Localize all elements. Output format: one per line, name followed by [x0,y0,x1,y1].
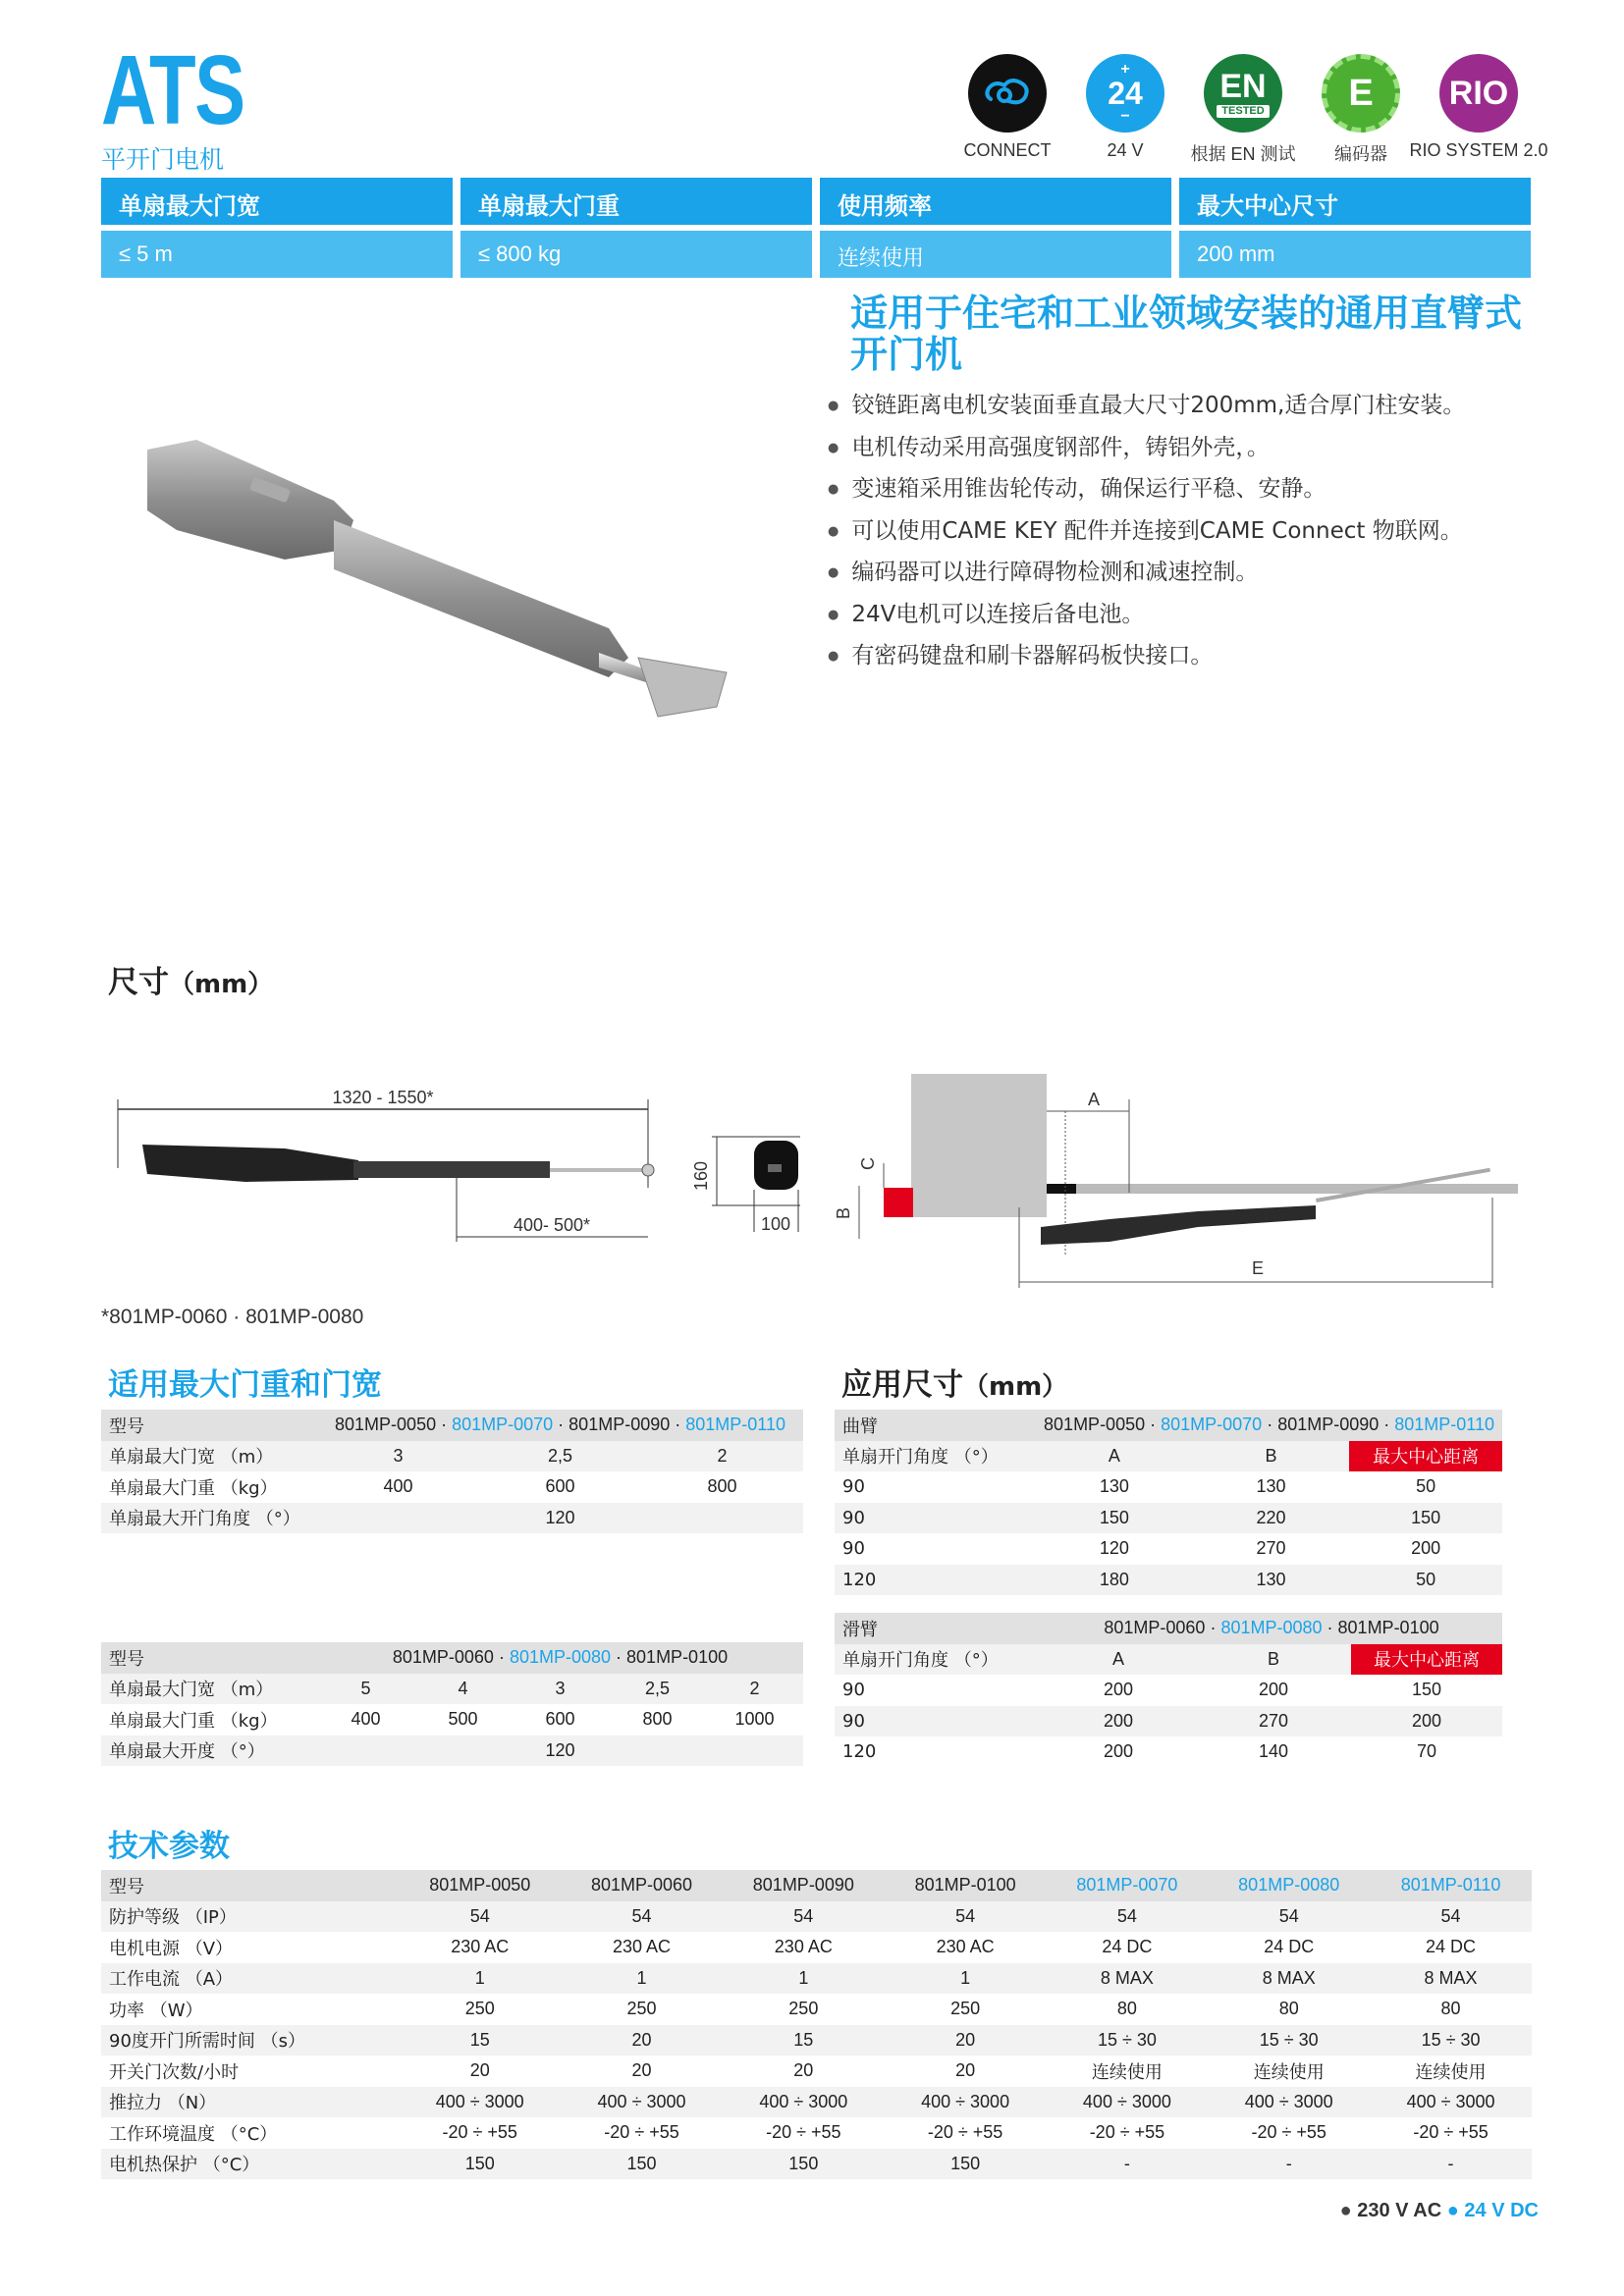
feature-item: ● 可以使用CAME KEY 配件并连接到CAME Connect 物联网。 [828,512,1465,555]
product-title: ATS [101,35,244,145]
cell: 150 [885,2149,1047,2180]
table-row [101,2056,1532,2087]
cell: 20 [955,2060,976,2081]
cell: 90 [835,1503,1036,1534]
cell: 400 ÷ 3000 [885,2087,1047,2118]
cell: 15 [723,2025,885,2056]
table-row [101,2087,1532,2118]
cell: 250 [464,1999,495,2019]
tech-table [101,1870,1532,2179]
cell: 4 [414,1674,512,1705]
cell: 400 ÷ 3000 [1047,2087,1209,2118]
dimension-drawing [98,1070,1551,1306]
cell: - [1370,2149,1532,2180]
table-row [101,1932,1532,1963]
headline: 适用于住宅和工业领域安装的通用直臂式开门机 [850,292,1523,376]
row-label: 单扇最大门宽 （m） [101,1674,317,1705]
model-sep: · [1145,1415,1162,1435]
dim-b-label: B [834,1206,853,1219]
badge-rio [1405,54,1552,161]
table-row [101,1674,803,1705]
table-row [835,1675,1502,1706]
cell: 20 [631,2060,652,2081]
dimensions-heading [108,957,273,1001]
table-row [101,1870,1532,1901]
cell [317,1735,414,1767]
cell: 120 [842,1741,877,1763]
cell-models [317,1410,803,1441]
badge-en-label: 根据 EN 测试 [1190,144,1296,164]
cell: 20 [561,2025,723,2056]
cell: 150 [1349,1503,1502,1534]
cell: 15 ÷ 30 [1208,2025,1370,2056]
row-label: 单扇最大门重 （kg） [109,1710,278,1732]
cell: 连续使用 [1253,2061,1325,2082]
cell: 140 [1258,1741,1289,1762]
model-name: 801MP-0110 [685,1415,785,1435]
table-row [101,1471,803,1503]
cell: 90 [842,1680,865,1701]
cell: 250 [950,1999,981,2019]
encoder-icon [1322,54,1400,133]
cell: 230 AC [613,1937,672,1957]
model-name: 801MP-0080 [1208,1870,1370,1901]
dim-width-label: 100 [760,1214,791,1234]
cell: 120 [1099,1538,1129,1559]
table-row [101,1410,803,1441]
cell-models [317,1642,803,1674]
col-header: B [1193,1441,1350,1472]
table-row [835,1441,1502,1472]
table-row [101,1503,803,1534]
cell: 120 [835,1565,1036,1596]
table-row [101,1901,1532,1933]
model-sep: · [1322,1618,1338,1638]
model-name: 801MP-0070 [1161,1415,1263,1435]
model-name: 801MP-0070 [452,1415,554,1435]
cell: - [1047,2149,1209,2180]
cell: 200 [1351,1706,1502,1737]
model-name: 801MP-0100 [1337,1618,1439,1638]
dim-a-label: A [1088,1090,1101,1109]
cell: 5 [317,1674,414,1705]
badge-en-sub: TESTED [1217,105,1269,118]
badge-rio-text: RIO [1448,74,1509,112]
legend-dc: 24 V DC [1464,2200,1539,2221]
cell: -20 ÷ +55 [604,2122,679,2143]
cell: 90 [842,1476,865,1498]
dim-height-label: 160 [691,1160,711,1192]
cell: 2 [706,1674,803,1705]
cell: 24 DC [1264,1937,1315,1957]
cell: 200 [1103,1680,1134,1700]
spec-label-width: 单扇最大门宽 [101,178,453,225]
model-name: 801MP-0050 [399,1870,561,1901]
feature-item: ● 24V电机可以连接后备电池。 [828,596,1465,638]
col-header: 单扇开门角度 （°） [835,1644,1041,1676]
cell: -20 ÷ +55 [927,2122,1003,2143]
cell: 150 [723,2149,885,2180]
cell: -20 ÷ +55 [1251,2122,1326,2143]
dim-c-label: C [858,1157,878,1170]
spec-value-weight: ≤ 800 kg [460,231,812,278]
application-table-2 [835,1613,1502,1768]
table-row [835,1410,1502,1441]
table-row [835,1471,1502,1503]
row-label: 开关门次数/小时 [109,2061,240,2083]
col-header: B [1196,1644,1351,1676]
cell: 1 [561,1963,723,1995]
tech-heading: 技术参数 [108,1829,230,1864]
badge-rio-label: RIO SYSTEM 2.0 [1409,140,1548,160]
cell: 1 [885,1963,1047,1995]
dimensions-unit: （mm） [169,970,274,999]
table-row [835,1503,1502,1534]
weights-heading: 适用最大门重和门宽 [108,1367,382,1403]
cell: 270 [1256,1538,1286,1559]
row-label: 90度开门所需时间 （s） [101,2025,399,2056]
cell: 400 ÷ 3000 [723,2087,885,2118]
cell: 1 [723,1963,885,1995]
cell: 3 [317,1441,479,1472]
weights-table-2 [101,1642,803,1766]
cell: 3 [512,1674,609,1705]
spec-label-weight: 单扇最大门重 [460,178,812,225]
table-row [101,1441,803,1472]
row-label: 防护等级 （IP） [101,1901,399,1933]
cell: 800 [642,1709,673,1730]
row-label: 电机电源 （V） [109,1938,234,1959]
product-subtitle: 平开门电机 [101,145,225,174]
table-row [101,2025,1532,2056]
cell: 80 [1116,1999,1137,2019]
table-row [101,1735,803,1767]
cell: 400 [383,1476,413,1497]
cell: 130 [1256,1476,1286,1497]
cell: 2 [641,1441,803,1472]
feature-list [828,387,1465,679]
cell: 80 [1440,1999,1461,2019]
cell: 54 [561,1901,723,1933]
spec-label-frequency: 使用频率 [820,178,1171,225]
cell: 90 [842,1538,865,1560]
cell: 120 [512,1735,609,1767]
cell: 180 [1036,1565,1193,1596]
table-row [835,1736,1502,1768]
cell-model-label: 型号 [101,1870,399,1901]
cell: 400 [351,1709,381,1730]
cell: 400 ÷ 3000 [1208,2087,1370,2118]
spec-value-width: ≤ 5 m [101,231,453,278]
cell: 90 [835,1706,1041,1737]
cell-model-label: 型号 [101,1642,317,1674]
cell: 8 MAX [1047,1963,1209,1995]
feature-item: ● 有密码键盘和刷卡器解码板快接口。 [828,637,1465,679]
cell: 50 [1349,1565,1502,1596]
table-row [101,1963,1532,1995]
cell: 200 [1411,1538,1441,1559]
cell: 270 [1196,1706,1351,1737]
cell: 250 [626,1999,657,2019]
cell: 50 [1416,1476,1436,1497]
model-name: 801MP-0060 [392,1647,494,1668]
col-header-max-center: 最大中心距离 [1351,1644,1502,1676]
cell: 150 [1036,1503,1193,1534]
application-heading [841,1360,1067,1404]
cell: 600 [545,1476,575,1497]
cell: -20 ÷ +55 [1089,2122,1165,2143]
cell: 20 [885,2025,1047,2056]
24v-icon: + 24 − [1086,54,1164,133]
model-name: 801MP-0050 [335,1415,437,1435]
spec-label-center: 最大中心尺寸 [1179,178,1531,225]
table-row [835,1613,1502,1644]
badge-encoder-label: 编码器 [1334,144,1387,164]
cell: 2,5 [609,1674,706,1705]
cell: 500 [448,1709,478,1730]
feature-item: ● 编码器可以进行障碍物检测和减速控制。 [828,554,1465,596]
application-unit: （mm） [963,1372,1068,1402]
row-label: 单扇最大开门角度 （°） [101,1503,317,1534]
row-label: 单扇最大开度 （°） [101,1735,317,1767]
row-label: 推拉力 （N） [101,2087,399,2118]
model-name: 801MP-0110 [1394,1415,1494,1435]
model-sep: · [493,1647,510,1668]
model-sep: · [1205,1618,1221,1638]
model-sep: · [553,1415,569,1435]
spec-value-frequency: 连续使用 [820,231,1171,278]
table-row [101,2149,1532,2180]
cell [414,1735,512,1767]
dimensions-title: 尺寸 [108,965,169,1000]
weights-table-1 [101,1410,803,1533]
feature-item: ● 变速箱采用锥齿轮传动，确保运行平稳、安静。 [828,470,1465,512]
cell: 150 [399,2149,561,2180]
cell: 20 [793,2060,814,2081]
cell: 54 [1370,1901,1532,1933]
cell [317,1503,479,1534]
cell: 1 [399,1963,561,1995]
cell: 70 [1416,1741,1437,1762]
model-sep: · [1262,1415,1278,1435]
model-name: 801MP-0070 [1047,1870,1209,1901]
cell: 15 ÷ 30 [1370,2025,1532,2056]
cell: 120 [479,1503,641,1534]
model-name: 801MP-0060 [1104,1618,1206,1638]
row-label: 单扇最大门宽 （m） [101,1441,317,1472]
product-image [137,422,746,736]
cell-model-label: 型号 [101,1410,317,1441]
cell: -20 ÷ +55 [1413,2122,1489,2143]
dim-length-label: 1320 - 1550* [332,1088,434,1107]
badge-en-text: EN [1219,67,1267,105]
model-name: 801MP-0110 [1370,1870,1532,1901]
dim-stroke-label: 400- 500* [513,1215,591,1235]
cell: 400 ÷ 3000 [399,2087,561,2118]
cell: 400 ÷ 3000 [1370,2087,1532,2118]
cell: 150 [561,2149,723,2180]
spec-value-center: 200 mm [1179,231,1531,278]
cell: 8 MAX [1208,1963,1370,1995]
table-row [835,1706,1502,1737]
connect-icon [968,54,1047,133]
cell [641,1503,803,1534]
en-tested-icon [1204,54,1282,133]
badge-connect-label: CONNECT [963,140,1052,160]
cell-models [1036,1410,1502,1441]
cell: 54 [399,1901,561,1933]
cell: 54 [1047,1901,1209,1933]
col-header: A [1036,1441,1193,1472]
application-title: 应用尺寸 [841,1367,963,1403]
model-name: 801MP-0050 [1044,1415,1146,1435]
dimensions-footnote: *801MP-0060 · 801MP-0080 [101,1306,364,1328]
badge-encoder-text: E [1348,72,1374,114]
cell: 230 AC [936,1937,995,1957]
model-sep: · [436,1415,453,1435]
model-name: 801MP-0090 [723,1870,885,1901]
model-name: 801MP-0090 [568,1415,671,1435]
cell: 8 MAX [1370,1963,1532,1995]
cell: 400 ÷ 3000 [561,2087,723,2118]
cell: 80 [1278,1999,1299,2019]
cell-arm-label: 滑臂 [835,1613,1041,1644]
model-name: 801MP-0080 [1220,1618,1323,1638]
cell: 200 [1103,1741,1134,1762]
row-label: 单扇最大门重 （kg） [109,1477,278,1499]
cell: 220 [1193,1503,1350,1534]
cell: 1000 [734,1709,775,1730]
cell: 24 DC [1426,1937,1477,1957]
row-label: 功率 （W） [109,2000,203,2021]
cell: 54 [723,1901,885,1933]
cell: 54 [1208,1901,1370,1933]
application-table-1 [835,1410,1502,1595]
cell: -20 ÷ +55 [442,2122,517,2143]
cell: 150 [1411,1680,1442,1700]
badge-24v-label: 24 V [1107,140,1144,160]
cell: 250 [788,1999,819,2019]
feature-item: ● 铰链距离电机安装面垂直最大尺寸200mm,适合厚门柱安装。 [828,387,1465,429]
col-header-max-center: 最大中心距离 [1349,1441,1502,1472]
cell: 15 [399,2025,561,2056]
dim-e-label: E [1252,1258,1265,1278]
row-label: 工作环境温度 （°C） [109,2123,278,2145]
power-legend: ● 230 V AC ● 24 V DC [1339,2200,1539,2221]
cell: 20 [469,2060,490,2081]
row-label: 工作电流 （A） [101,1963,399,1995]
model-sep: · [611,1647,627,1668]
cell: 连续使用 [1415,2061,1487,2082]
cell: 200 [1258,1680,1289,1700]
cell: 2,5 [479,1441,641,1472]
cell: 800 [707,1476,737,1497]
legend-ac: 230 V AC [1357,2200,1442,2221]
model-sep: · [1379,1415,1395,1435]
cell: 230 AC [774,1937,833,1957]
cell: 连续使用 [1091,2061,1163,2082]
table-row [835,1533,1502,1565]
model-name: 801MP-0100 [626,1647,729,1668]
row-label: 电机热保护 （°C） [101,2149,399,2180]
cell: - [1208,2149,1370,2180]
cell: 24 DC [1102,1937,1153,1957]
table-row [101,1704,803,1735]
badge-24v-text: 24 [1108,76,1143,111]
model-name: 801MP-0080 [509,1647,612,1668]
cell [609,1735,706,1767]
model-name: 801MP-0060 [561,1870,723,1901]
cell: -20 ÷ +55 [766,2122,841,2143]
cell: 130 [1193,1565,1350,1596]
feature-item: ● 电机传动采用高强度钢部件，铸铝外壳，。 [828,429,1465,471]
cell: 130 [1099,1476,1129,1497]
cell: 230 AC [451,1937,510,1957]
table-row [835,1644,1502,1676]
cell: 15 ÷ 30 [1047,2025,1209,2056]
table-row [835,1565,1502,1596]
cell: 600 [545,1709,575,1730]
model-name: 801MP-0090 [1277,1415,1380,1435]
cell: 54 [885,1901,1047,1933]
model-name: 801MP-0100 [885,1870,1047,1901]
table-row [101,1642,803,1674]
cell [706,1735,803,1767]
col-header: A [1041,1644,1196,1676]
model-sep: · [670,1415,686,1435]
table-row [101,2117,1532,2149]
cell-arm-label: 曲臂 [835,1410,1036,1441]
table-row [101,1994,1532,2025]
cell-models [1041,1613,1502,1644]
cell: 200 [1041,1706,1196,1737]
rio-icon [1439,54,1518,133]
col-header: 单扇开门角度 （°） [835,1441,1036,1472]
